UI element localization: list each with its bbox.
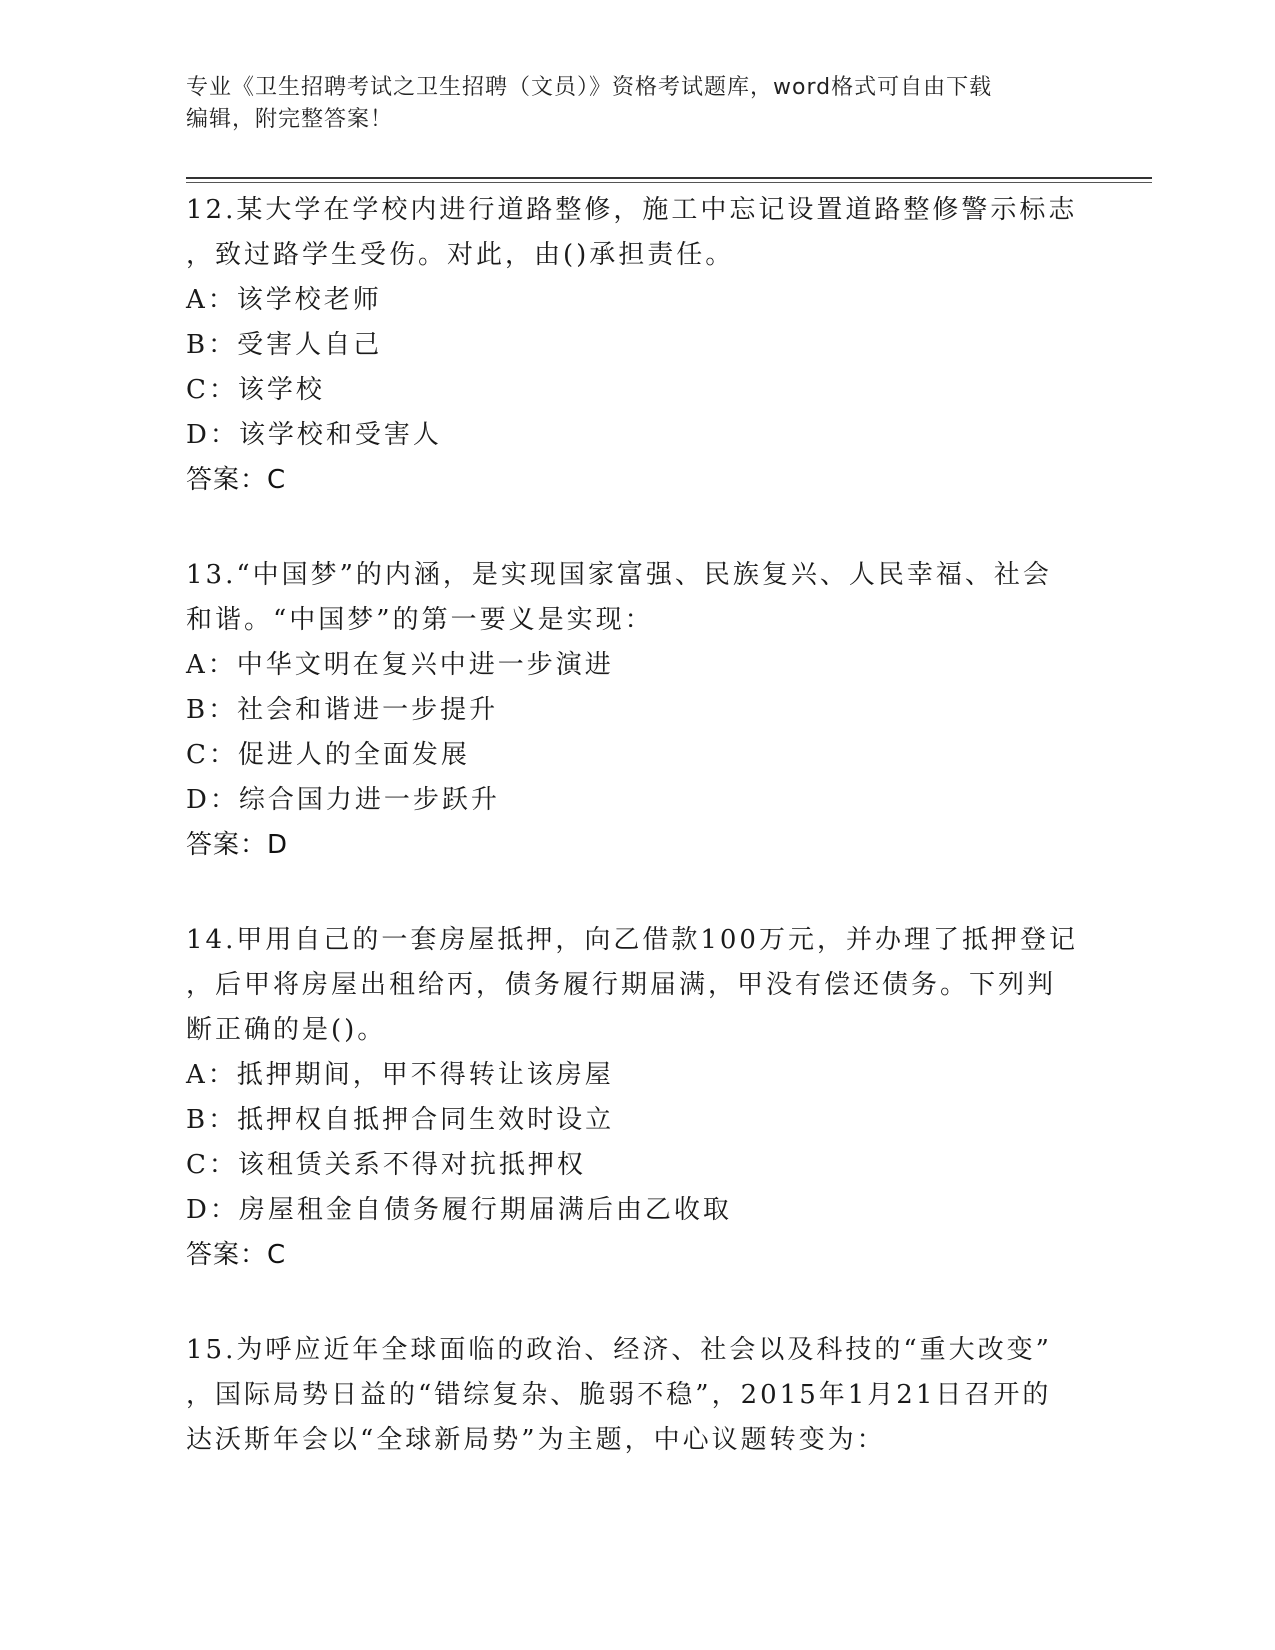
question-12: [186, 188, 1086, 503]
option-c: C：该学校: [186, 375, 325, 405]
document-header: [186, 72, 1066, 136]
question-list: [186, 188, 1086, 1513]
question-stem-line: ，致过路学生受伤。对此，由()承担责任。: [186, 240, 735, 270]
question-14: [186, 918, 1086, 1278]
option-b: B：受害人自己: [186, 330, 383, 360]
option-a: A：中华文明在复兴中进一步演进: [186, 650, 614, 680]
question-stem-line: 15.为呼应近年全球面临的政治、经济、社会以及科技的“重大改变”: [186, 1335, 1052, 1365]
question-stem-line: 13.“中国梦”的内涵，是实现国家富强、民族复兴、人民幸福、社会: [186, 560, 1052, 590]
option-c: C：促进人的全面发展: [186, 740, 470, 770]
answer-line: 答案：C: [186, 465, 287, 495]
question-stem-line: 和谐。“中国梦”的第一要义是实现：: [186, 605, 654, 635]
question-stem-line: ，国际局势日益的“错综复杂、脆弱不稳”，2015年1月21日召开的: [186, 1380, 1052, 1410]
option-d: D：房屋租金自债务履行期届满后由乙收取: [186, 1195, 732, 1225]
option-d: D：综合国力进一步跃升: [186, 785, 500, 815]
option-b: B：抵押权自抵押合同生效时设立: [186, 1105, 615, 1135]
question-stem-line: 断正确的是()。: [186, 1015, 387, 1045]
header-divider-thick: [186, 177, 1152, 179]
question-13: [186, 553, 1086, 868]
option-b: B：社会和谐进一步提升: [186, 695, 499, 725]
question-stem-line: ，后甲将房屋出租给丙，债务履行期届满，甲没有偿还债务。下列判: [186, 970, 1057, 1000]
question-stem-line: 12.某大学在学校内进行道路整修，施工中忘记设置道路整修警示标志: [186, 195, 1078, 225]
answer-line: 答案：C: [186, 1240, 287, 1270]
question-stem-line: 达沃斯年会以“全球新局势”为主题，中心议题转变为：: [186, 1425, 886, 1455]
header-line-1: 专业《卫生招聘考试之卫生招聘（文员）》资格考试题库，word格式可自由下载: [186, 75, 993, 100]
question-stem-line: 14.甲用自己的一套房屋抵押，向乙借款100万元，并办理了抵押登记: [186, 925, 1078, 955]
answer-line: 答案：D: [186, 830, 289, 860]
option-c: C：该租赁关系不得对抗抵押权: [186, 1150, 586, 1180]
option-a: A：抵押期间，甲不得转让该房屋: [186, 1060, 614, 1090]
option-a: A：该学校老师: [186, 285, 382, 315]
header-divider-thin: [186, 182, 1152, 183]
question-15: [186, 1328, 1086, 1463]
option-d: D：该学校和受害人: [186, 420, 442, 450]
header-line-2: 编辑，附完整答案！: [186, 107, 394, 132]
